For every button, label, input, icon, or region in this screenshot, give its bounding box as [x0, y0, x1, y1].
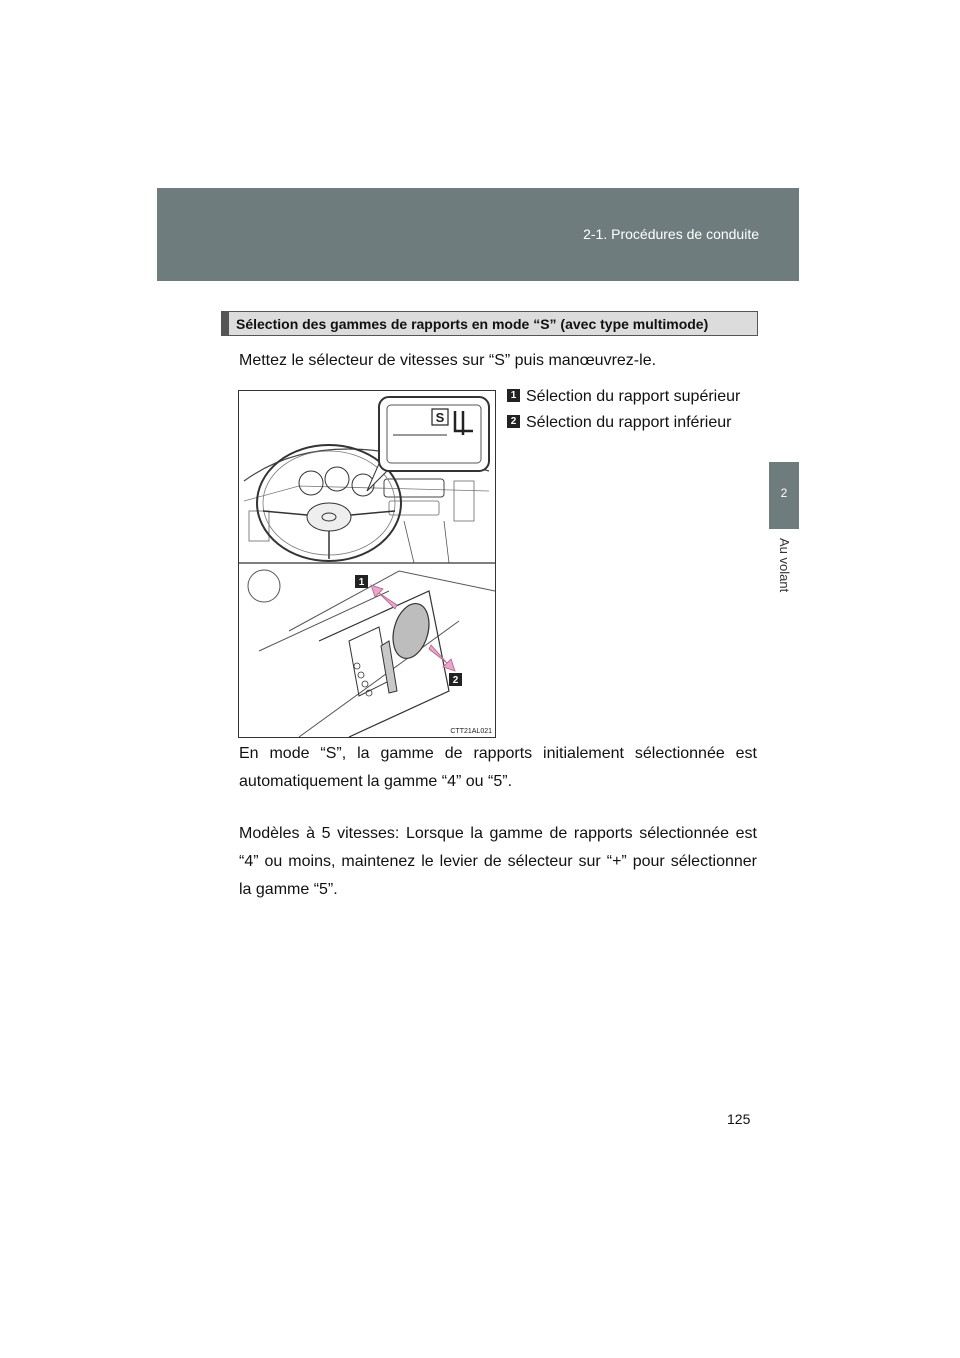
shift-lever-illustration: [238, 390, 496, 738]
figure-code: CTT21AL021: [450, 728, 492, 735]
step-2-badge: 2: [507, 415, 520, 428]
paragraph-1: En mode “S”, la gamme de rapports initialement sélectionnée est automatiquement la gamme “4” ou “5”.: [239, 745, 757, 790]
section-heading: [221, 311, 758, 336]
step-1-badge: 1: [507, 389, 520, 402]
chapter-side-label-text: Au volant: [777, 538, 792, 593]
callout-2-label: 2: [452, 675, 459, 686]
downshift-arrow: [429, 645, 455, 671]
section-heading-text: Sélection des gammes de rapports en mode “S” (avec type multimode): [236, 316, 709, 332]
console-outline: [259, 571, 495, 737]
step-1-text: Sélection du rapport supérieur: [526, 388, 741, 405]
gear-marker-n: [362, 681, 368, 687]
steering-hub: [307, 503, 351, 531]
upshift-arrow: [371, 585, 397, 609]
gear-marker-p: [354, 663, 360, 669]
s-mode-letter: S: [435, 410, 445, 425]
step-1: [507, 388, 740, 406]
chapter-tab-number: 2: [780, 486, 788, 500]
chapter-side-label: [772, 538, 798, 618]
section-heading-bar: [222, 312, 229, 335]
cupholder: [248, 570, 280, 602]
callout-1-label: 1: [358, 577, 365, 588]
paragraph-2: Modèles à 5 vitesses: Lorsque la gamme de rapports sélectionnée est “4” ou moins, maintenez le levier de sélecteur sur “+” pour sélectionner la gamme “5”.: [239, 825, 757, 898]
chapter-title: 2-1. Procédures de conduite: [583, 226, 759, 242]
intro-text: Mettez le sélecteur de vitesses sur “S” puis manœuvrez-le.: [239, 352, 657, 369]
page-number: 125: [727, 1111, 751, 1127]
step-2-text: Sélection du rapport inférieur: [526, 414, 732, 431]
gear-marker-r: [358, 672, 364, 678]
page-header: [157, 188, 799, 281]
chapter-tab: [769, 462, 799, 529]
illustration-svg: [239, 391, 495, 737]
step-2: [507, 414, 731, 432]
